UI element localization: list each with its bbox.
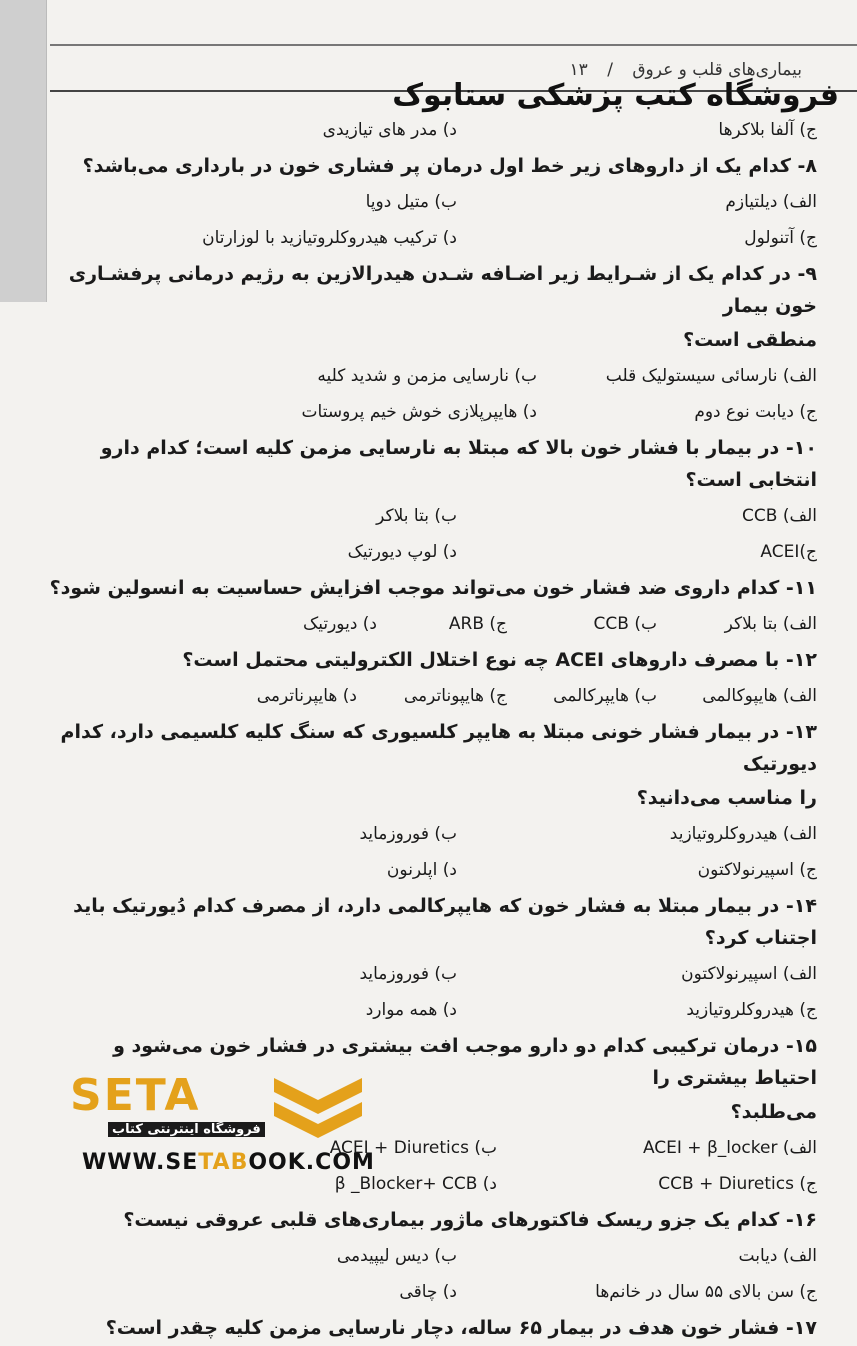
q11-text: ۱۱- کدام داروی ضد فشار خون می‌تواند موجب افزایش حساسیت به انسولین شود؟	[49, 577, 817, 599]
q10-row2	[47, 534, 817, 570]
watermark-title: فروشگاه کتب پزشکی ستابوک	[392, 78, 839, 113]
q12-option-a: الف) هایپوکالمی	[702, 686, 817, 706]
book-stack-icon	[270, 1070, 366, 1148]
q15-option-a-label: الف)	[782, 1138, 817, 1158]
q15-option-a	[497, 1130, 817, 1166]
q8-row2	[47, 220, 817, 256]
q15-option-b-value: ACEI + Diuretics	[329, 1138, 469, 1158]
q8-row1	[47, 184, 817, 220]
url-part-4: OOK.COM	[248, 1150, 375, 1175]
page-edge-tab	[0, 0, 47, 302]
q15-option-a-value: ACEI + β_locker	[642, 1138, 778, 1158]
q13-option-a: الف) هیدروکلروتیازید	[669, 824, 817, 844]
q10-option-c: ج)ACEI	[760, 542, 817, 562]
setabook-logo	[60, 1062, 380, 1152]
q10-text: ۱۰- در بیمار با فشار خون بالا که مبتلا به نارسایی مزمن کلیه است؛ کدام دارو انتخابی است؟	[100, 437, 817, 491]
q9-text: ۹- در کدام یک از شـرایط زیر اضـافه شـدن هیدرالازین به رژیم درمانی پرفشـاری خون بیمار	[68, 263, 817, 317]
q15-option-b-label: ب)	[474, 1138, 497, 1158]
q10-option-a: الف) CCB	[742, 506, 817, 526]
q15-text-cont: می‌طلبد؟	[730, 1101, 817, 1123]
q16-row1	[47, 1238, 817, 1274]
q16-text: ۱۶- کدام یک جزو ریسک فاکتورهای ماژور بیماری‌های قلبی عروقی نیست؟	[123, 1209, 817, 1231]
q13-option-b: ب) فوروزماید	[359, 824, 457, 844]
logo-brand-text: SETA	[70, 1070, 201, 1121]
q16-option-b: ب) دیس لیپیدمی	[336, 1246, 457, 1266]
q14-option-b: ب) فوروزماید	[359, 964, 457, 984]
header-separator: /	[607, 60, 613, 80]
website-url	[82, 1150, 375, 1175]
q7-option-d: د) مدر های تیازیدی	[322, 120, 457, 140]
url-part-2: TA	[198, 1150, 231, 1175]
q8-option-a: الف) دیلتیازم	[725, 192, 817, 212]
q13-text: ۱۳- در بیمار فشار خونی مبتلا به هایپر کلسیوری که سنگ کلیه کلسیمی دارد، کدام دیورتیک	[60, 721, 817, 775]
q12-option-c: ج) هایپوناترمی	[403, 686, 507, 706]
q11-row	[47, 606, 817, 642]
q12-row	[47, 678, 817, 714]
q17-text: ۱۷- فشار خون هدف در بیمار ۶۵ ساله، دچار نارسایی مزمن کلیه چقدر است؟	[105, 1317, 817, 1339]
q12-option-b: ب) هایپرکالمی	[553, 686, 657, 706]
url-part-3: B	[230, 1150, 249, 1175]
q7-options-row	[47, 112, 817, 148]
q7-option-c: ج) آلفا بلاکرها	[718, 120, 817, 140]
q9-option-c: ج) دیابت نوع دوم	[694, 402, 817, 422]
q9-text-cont: منطقی است؟	[683, 329, 817, 351]
logo-subtitle: فروشگاه اینترنتی کتاب	[108, 1122, 265, 1137]
q15-option-c	[497, 1166, 817, 1202]
q8-option-c: ج) آتنولول	[744, 228, 817, 248]
q14-option-a: الف) اسپیرنولاکتون	[681, 964, 817, 984]
q16-row2	[47, 1274, 817, 1310]
q9-row2	[47, 394, 817, 430]
q11-option-b: ب) CCB	[593, 614, 657, 634]
q13-option-c: ج) اسپیرنولاکتون	[697, 860, 817, 880]
q16-option-a: الف) دیابت	[738, 1246, 817, 1266]
q12-option-d: د) هایپرناترمی	[256, 686, 357, 706]
q14-row1	[47, 956, 817, 992]
q13-option-d: د) اپلرنون	[386, 860, 457, 880]
q16-option-c: ج) سن بالای ۵۵ سال در خانم‌ها	[595, 1282, 817, 1302]
q10-option-b: ب) بتا بلاکر	[376, 506, 457, 526]
chapter-title: بیماری‌های قلب و عروق	[632, 60, 802, 80]
page-number: ۱۳	[569, 60, 588, 80]
q10-row1	[47, 498, 817, 534]
running-header	[570, 60, 802, 80]
q15-option-d-value: β _Blocker+ CCB	[334, 1174, 478, 1194]
q14-row2	[47, 992, 817, 1028]
q14-option-d: د) همه موارد	[365, 1000, 457, 1020]
q13-text-cont: را مناسب می‌دانید؟	[636, 787, 817, 809]
q15-option-c-label: ج)	[799, 1174, 817, 1194]
q10-option-d: د) لوپ دیورتیک	[347, 542, 457, 562]
q9-row1	[47, 358, 817, 394]
q11-option-d: د) دیورتیک	[303, 614, 377, 634]
q13-row1	[47, 816, 817, 852]
q11-option-c: ج) ARB	[448, 614, 507, 634]
q14-option-c: ج) هیدروکلروتیازید	[686, 1000, 817, 1020]
q9-option-d: د) هایپرپلازی خوش خیم پروستات	[301, 402, 537, 422]
q8-text: ۸- کدام یک از داروهای زیر خط اول درمان پر فشاری خون در بارداری می‌باشد؟	[82, 155, 817, 177]
q11-option-a: الف) بتا بلاکر	[724, 614, 817, 634]
url-part-1: WWW.SE	[82, 1150, 199, 1175]
q16-option-d: د) چاقی	[399, 1282, 457, 1302]
q13-row2	[47, 852, 817, 888]
q15-text: ۱۵- درمان ترکیبی کدام دو دارو موجب افت بیشتری در فشار خون می‌شود و احتیاط بیشتری را	[113, 1035, 817, 1089]
q9-option-b: ب) نارسایی مزمن و شدید کلیه	[317, 366, 537, 386]
q15-option-c-value: CCB + Diuretics	[658, 1174, 794, 1194]
q9-option-a: الف) نارسائی سیستولیک قلب	[605, 366, 817, 386]
q8-option-b: ب) متیل دوپا	[365, 192, 457, 212]
header-rule	[50, 44, 857, 46]
q8-option-d: د) ترکیب هیدروکلروتیازید با لوزارتان	[202, 228, 457, 248]
q14-text: ۱۴- در بیمار مبتلا به فشار خون که هایپرکالمی دارد، از مصرف کدام دُیورتیک باید اجتناب کرد؟	[73, 895, 817, 949]
q15-option-d-label: د)	[482, 1174, 497, 1194]
q12-text: ۱۲- با مصرف داروهای ACEI چه نوع اختلال الکترولیتی محتمل است؟	[182, 649, 817, 671]
